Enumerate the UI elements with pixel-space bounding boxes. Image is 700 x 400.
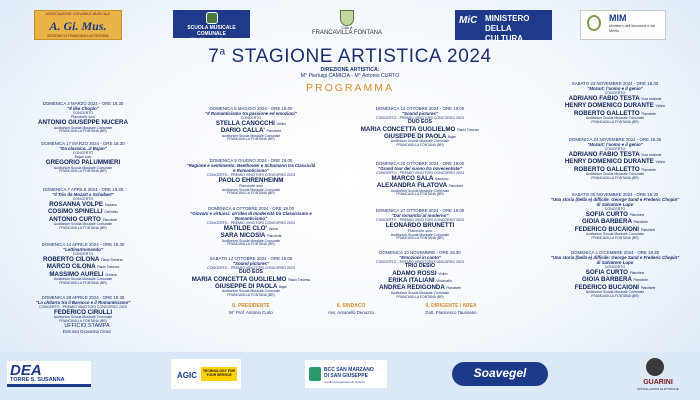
citta-logo-top: Città di [341,26,353,30]
performer-instrument: Bajan [278,285,288,290]
event-block [355,106,485,148]
performer-instrument: Clarinetto [104,210,119,215]
event-label: CONCERTO [72,151,94,156]
event-block [18,101,148,134]
event-label: CONCERTO - PREMIO VINCITORI CONCORSO 2023 [206,173,296,178]
bcc-text [324,367,374,385]
performer-name: SOFIA CURTO [585,269,629,277]
sponsor-guarini-logo [618,358,698,390]
event-instrument: Pianoforte solo [408,229,432,234]
soavegel-main: Soavegel [473,366,527,380]
event-label: CONCERTO [604,207,626,212]
performer [186,225,316,232]
event-title: "Ragione e sentimento: Beethoven e Schumann tra Classicità e Romanticismo" [186,163,316,174]
agimus-logo-main: A. Gi. Mus. [49,19,107,33]
performer-instrument: Flauto Traverso [100,258,123,263]
performer-name: ROSANNA VOLPE [49,201,103,209]
performer-name: MARCO SALA [391,175,434,183]
event-instrument: Bajan solo [74,155,92,160]
venue: Auditorium Scuola Musicale Comunale [53,315,113,320]
city-crest-icon [340,10,354,26]
event-label: CONCERTO [72,197,94,202]
agimus-logo [34,10,122,40]
performer-instrument: Voce recitante [641,97,662,102]
event-block [18,187,148,230]
title-number: 7 [208,46,220,67]
event-title: "Grand tour del suono fra novecentiste" [378,166,462,172]
venue-city: FRANCAVILLA FONTANA (BR) [59,169,107,174]
venue-city: FRANCAVILLA FONTANA (BR) [396,294,444,299]
event-date: DOMENICA 1 DICEMBRE 2024 - ORE 18.30 [570,250,660,255]
performer-instrument: Pianoforte [266,129,282,134]
performer [550,151,680,158]
event-title: "Sound pictures" [232,261,270,267]
guarini-sub: INSTALLAZIONI ELETTRICHE [637,387,679,391]
performer-name: ADRIANO FABIO TESTA [568,95,640,103]
press-office [32,323,142,334]
performer [355,126,485,133]
performer [550,218,680,225]
event-date: DOMENICA 6 OTTOBRE 2024 - ORE 19.00 [207,206,295,211]
performer-name: HENRY DOMENICO DURANTE [564,102,654,110]
venue-city: FRANCAVILLA FONTANA (BR) [227,191,275,196]
signature-presidente [196,303,306,315]
signature-dirigente [396,303,506,315]
venue-city: FRANCAVILLA FONTANA (BR) [59,129,107,134]
dea-main: DEA [10,362,42,379]
mim-main: MIM [609,13,627,23]
performer-instrument: Pianoforte [641,111,657,116]
performer [550,276,680,283]
ensemble-name: TRIO DESIO [405,263,435,270]
event-label: CONCERTO - PREMIO VINCITORI CONCORSO 2023 [375,260,465,265]
signature-role: IL DIRIGENTE I AREA [425,303,477,309]
venue-city: FRANCAVILLA FONTANA (BR) [227,293,275,298]
performer-name: ROBERTO GALLETTO [573,109,640,117]
venue: Auditorium Scuola Musicale Comunale [390,188,450,193]
event-date: DOMENICA 28 APRILE 2024 - ORE 18.30 [41,295,125,300]
performer-name: FEDERICO BUCAIONI [574,283,640,291]
venue: Auditorium Scuola Musicale Comunale [221,238,281,243]
performer-instrument: Pianoforte [448,184,464,189]
performer [550,102,680,109]
event-date: DOMENICA 27 OTTOBRE 2024 - ORE 19.00 [375,208,465,213]
venue-city: FRANCAVILLA FONTANA (BR) [396,236,444,241]
performer-instrument: Flauto Traverso [97,265,120,270]
performer-instrument: Bajan [447,135,457,140]
event-title: "Dal romantici al moderno" [391,213,449,219]
programma-heading: PROGRAMMA [305,82,394,94]
event-date: SABATO 12 OTTOBRE 2024 - ORE 19.00 [209,256,293,261]
performer [18,256,148,263]
performer [186,276,316,283]
performer-name: DARIO CALLA' [220,127,265,135]
event-label: CONCERTO [604,265,626,270]
signature-sindaco [296,303,406,315]
event-title: "Il Trio da Mozart a Schubert" [52,192,114,198]
performer-instrument: Saxofono [434,177,449,182]
performer-instrument: Pianoforte [446,286,461,291]
performer: PAOLO EHRENHEINM [218,177,284,185]
venue: Auditorium Scuola Musicale Comunale [221,289,281,294]
event-block [355,161,485,197]
performer-instrument: Pianoforte [641,167,657,172]
performer-name: MARIA CONCETTA GUGLIELMO [360,126,456,134]
scuola-logo-sub: Città di Francavilla Fontana [190,37,233,41]
performer-instrument: Pianoforte [629,213,645,218]
performer-name: STELLA CANOCCHI [215,120,275,128]
event-block [18,242,148,285]
event-title: "Lettinarmonando" [62,247,104,253]
direction-names: M° Pierluigi CAMICIA - M° Antonio CURTO [300,73,400,79]
performer-instrument: Soprano [104,203,117,208]
event-label: CONCERTO - PREMIO VINCITORI CONCORSO 2023 [206,266,296,271]
venue-city: FRANCAVILLA FONTANA (BR) [396,192,444,197]
performer-name: GIOIA BARBERA [582,218,632,226]
performer-instrument: Violoncello [436,279,452,284]
signature-name: M° Prof. Antonio Curto [229,310,273,315]
event-date: DOMENICA 20 OTTOBRE 2024 - ORE 19.00 [375,161,465,166]
event-label: CONCERTO - PREMIO VINCITORI CONCORSO 2023 [375,218,465,223]
event-title: "Sound pictures" [401,111,439,117]
event-title: "Il Romanticismo tra passione ed emozioni" [205,111,297,117]
venue: Auditorium Scuola Musicale Comunale [585,115,645,120]
performer-instrument: Violino [268,227,279,232]
venue: Auditorium Scuola Musicale Comunale [53,221,113,226]
press-office-name: Dott.ssa Giovanna Ciraci [62,329,112,334]
event-title: "Mozart: l'uomo e il genio" [587,142,643,148]
performer-name: ROBERTO CILONA [43,256,100,264]
venue: Auditorium Scuola Musicale Comunale [221,187,281,192]
bcc-line1: BCC SAN MARZANO [324,367,374,373]
event-label: CONCERTO [240,116,262,121]
venue: Auditorium Scuola Musicale Comunale [390,139,450,144]
performer-name: ANDREA REDIGONDA [379,284,445,292]
performer: LEONARDO BRUNETTI [385,222,455,230]
signature-role: IL SINDACO [336,303,366,309]
performer-instrument: Voce recitante [641,153,662,158]
signature-name: Avv. Antonello Denuzzo [328,310,374,315]
venue: Auditorium Scuola Musicale Comunale [53,165,113,170]
performer-instrument: Pianoforte [266,234,282,239]
performer [355,175,485,182]
venue: Auditorium Scuola Musicale Comunale [53,125,113,130]
event-date: DOMENICA 7 APRILE 2024 - ORE 18.30 [42,187,124,192]
event-block [355,208,485,241]
guarini-icon [646,358,664,376]
performer-name: ANTONIO CURTO [48,215,101,223]
event-date: DOMENICA 9 GIUGNO 2024 - ORE 19.00 [209,158,293,163]
performer-name: SARA NICOSIA [220,232,266,240]
agimus-logo-bottom: SEZIONE DI FRANCAVILLA FONTANA [47,34,109,38]
event-block [186,256,316,298]
performer-name: ROBERTO GALLETTO [573,165,640,173]
venue-city: FRANCAVILLA FONTANA (BR) [59,280,107,285]
event-date: DOMENICA 24 NOVEMBRE 2024 - ORE 18.30 [568,137,662,142]
dea-sub: TORRE S. SUSANNA [10,377,65,383]
performer-name: MATILDE CLO' [223,225,268,233]
mic-text [485,14,529,44]
ensemble-name: DUO EOS [239,269,263,276]
ensemble-name: DUO EOS [408,119,432,126]
event-block [186,106,316,142]
performer-instrument: Flauto Traverso [457,128,480,133]
signature-name: Dott. Francesco Taurisano [425,310,477,315]
performer-instrument: Violino [655,160,666,165]
agic-main: AGIC [177,371,197,380]
event-title: "Giovani e virtuosi: un'idea di modernità tra Classicismo e Romanticismo" [190,211,312,222]
scuola-crest-icon [206,12,218,24]
bcc-line2: DI SAN GIUSEPPE [324,373,368,379]
event-title: "La chitarra tra il Barocco e il Romanticismo" [35,300,131,306]
performer [186,120,316,127]
venue: Auditorium Scuola Musicale Comunale [53,276,113,281]
performer-instrument: Pianoforte [102,217,118,222]
season-title [0,46,700,68]
event-title: "Da classico...il Bajan" [59,146,107,152]
mim-sub: Ministero dell'Istruzione e del Merito [609,24,656,33]
performer [18,208,148,215]
event-date: DOMENICA 10 NOVEMBRE - ORE 18.30 [379,250,461,255]
event-block [550,250,680,299]
performer [550,269,680,276]
event-date: DOMENICA 14 APRILE 2024 - ORE 18.30 [41,242,125,247]
agimus-logo-top: ASSOCIAZIONE GIOVANILE MUSICALE [45,12,111,16]
sponsor-dea-logo [7,361,91,387]
event-date: DOMENICA 13 OTTOBRE 2024 - ORE 19.00 [375,106,465,111]
performer [18,263,148,270]
performer-name: ADAMO ROSSI [392,270,437,278]
event-label: CONCERTO - PREMIO VINCITORI CONCORSO 2023 [375,116,465,121]
venue-city: FRANCAVILLA FONTANA (BR) [227,242,275,247]
performer-instrument: Pianoforte [629,271,645,276]
performer-instrument: Pianoforte [640,227,656,232]
event-block [550,81,680,124]
performer-name: SOFIA CURTO [585,211,629,219]
event-date: SABATO 30 NOVEMBRE 2024 - ORE 18.30 [571,192,659,197]
event-label: CONCERTO - PREMIO VINCITORI CONCORSO 2023 [206,221,296,226]
agic-tag: TECHNOLOGY FOR YOUR SERVICE [201,367,237,381]
venue-city: FRANCAVILLA FONTANA (BR) [59,225,107,230]
event-date: DOMENICA 5 MAGGIO 2024 - ORE 19.00 [209,106,293,111]
event-block [18,295,148,324]
event-label: CONCERTO [604,91,626,96]
performer [18,201,148,208]
event-block [186,206,316,247]
venue: Auditorium Scuola Musicale Comunale [390,290,450,295]
ministero-cultura-logo [455,10,552,43]
bcc-icon [309,367,321,381]
event-date: DOMENICA 17 MARZO 2024 - ORE 18.30 [41,141,125,146]
event-title: "Emozioni in canto" [399,255,441,261]
performer-name: MASSIMO AURELI [49,270,104,278]
venue: Auditorium Scuola Musicale Comunale [585,289,645,294]
top-logo-bar [0,0,700,44]
venue-city: FRANCAVILLA FONTANA (BR) [59,319,107,324]
performer-name: ALEXANDRA FILATOVA [376,182,447,190]
sponsor-soavegel-logo [452,362,548,386]
event-label: CONCERTO - PREMIO VINCITORI CONCORSO 2023 [375,171,465,176]
performer [550,95,680,102]
direction-label: DIREZIONE ARTISTICA: [320,67,380,73]
performer: ANTONIO GIUSEPPE NUCERA [38,119,128,127]
performer-instrument: Flauto Traverso [288,278,311,283]
performer [550,158,680,165]
press-office-role: UFFICIO STAMPA [64,323,110,329]
performer-name: MARCO CILONA [46,263,96,271]
performer [355,277,485,284]
performer: GREGORIO PALUMMIERI [45,159,121,167]
performer-instrument: Chitarra [105,272,117,277]
venue: Auditorium Scuola Musicale Comunale [390,232,450,237]
scuola-musicale-logo [173,10,250,41]
signature-role: IL PRESIDENTE [232,303,270,309]
performer-instrument: Violino [438,272,448,277]
emblem-icon [587,15,601,31]
performer-name: MARIA CONCETTA GUGLIELMO [191,276,287,284]
performer-instrument: Violino [276,122,287,127]
venue-city: FRANCAVILLA FONTANA (BR) [591,119,639,124]
event-title: "Una storia (bella e) difficile: George Sand e Frederic Chopin" di Salvatore Lupo [550,197,680,208]
event-label: CONCERTO [72,111,94,116]
event-block [186,158,316,196]
venue-city: FRANCAVILLA FONTANA (BR) [227,137,275,142]
title-ordinal: a [219,46,226,58]
scuola-logo-main: SCUOLA MUSICALE COMUNALE [187,25,236,37]
event-instrument: Pianoforte solo [71,115,95,120]
performer-instrument: Pianoforte [640,285,656,290]
event-instrument: Pianoforte solo [239,184,263,189]
bcc-line3: Credito Cooperativo di Taranto [324,380,365,384]
event-title: "Il like Chopin" [67,106,99,112]
mic-mark: MiC [459,15,478,26]
performer-instrument: Violino [655,104,666,109]
performer-name: ADRIANO FABIO TESTA [568,151,640,159]
performer-name: ERIKA ITALIANI [388,277,435,285]
francavilla-logo [310,10,384,40]
mic-line1: MINISTERO [485,14,530,23]
event-title: "Una storia (bella e) difficile: George Sand e Frederic Chopin" di Salvatore Lupo [550,255,680,266]
performer-name: HENRY DOMENICO DURANTE [564,158,654,166]
event-block [355,250,485,299]
venue: Auditorium Scuola Musicale Comunale [585,231,645,236]
performer [550,211,680,218]
performer-name: GIOIA BARBERA [582,276,632,284]
performer-instrument: Pianoforte [633,278,648,283]
performer-name: COSIMO SPINELLI [47,208,103,216]
performer-instrument: Pianoforte [633,220,648,225]
venue: Auditorium Scuola Musicale Comunale [585,171,645,176]
event-title: "Mozart: l'uomo e il genio" [587,86,643,92]
performer-name: GIUSEPPE DI PAOLA [383,133,447,141]
sponsor-agic-logo [171,359,241,389]
event-date: DOMENICA 3 MARZO 2024 - ORE 18.30 [42,101,124,106]
event-label: CONCERTO [604,147,626,152]
sponsor-bcc-logo [305,360,387,388]
event-block [18,141,148,174]
event-date: SABATO 23 NOVEMBRE 2024 - ORE 18.30 [571,81,659,86]
guarini-main: GUARINI [643,379,673,386]
event-block [550,137,680,180]
mic-line2: DELLA [485,24,512,33]
event-block [550,192,680,241]
event-label: CONCERTO [72,252,94,257]
citta-logo-main: FRANCAVILLA FONTANA [311,30,383,36]
title-text: STAGIONE ARTISTICA 2024 [225,46,492,67]
performer: FEDERICO CIRULLI [53,309,113,317]
performer-name: GIUSEPPE DI PAOLA [214,283,278,291]
venue-city: FRANCAVILLA FONTANA (BR) [591,175,639,180]
performer-name: FEDERICO BUCAIONI [574,225,640,233]
mic-line3: CULTURA [485,34,524,43]
mim-logo [580,10,666,40]
performer [355,270,485,277]
venue-city: FRANCAVILLA FONTANA (BR) [591,293,639,298]
venue-city: FRANCAVILLA FONTANA (BR) [396,143,444,148]
event-label: CONCERTO - PREMIO VINCITORI CONCORSO 2023 [38,305,128,310]
venue: Auditorium Scuola Musicale Comunale [221,133,281,138]
venue-city: FRANCAVILLA FONTANA (BR) [591,235,639,240]
